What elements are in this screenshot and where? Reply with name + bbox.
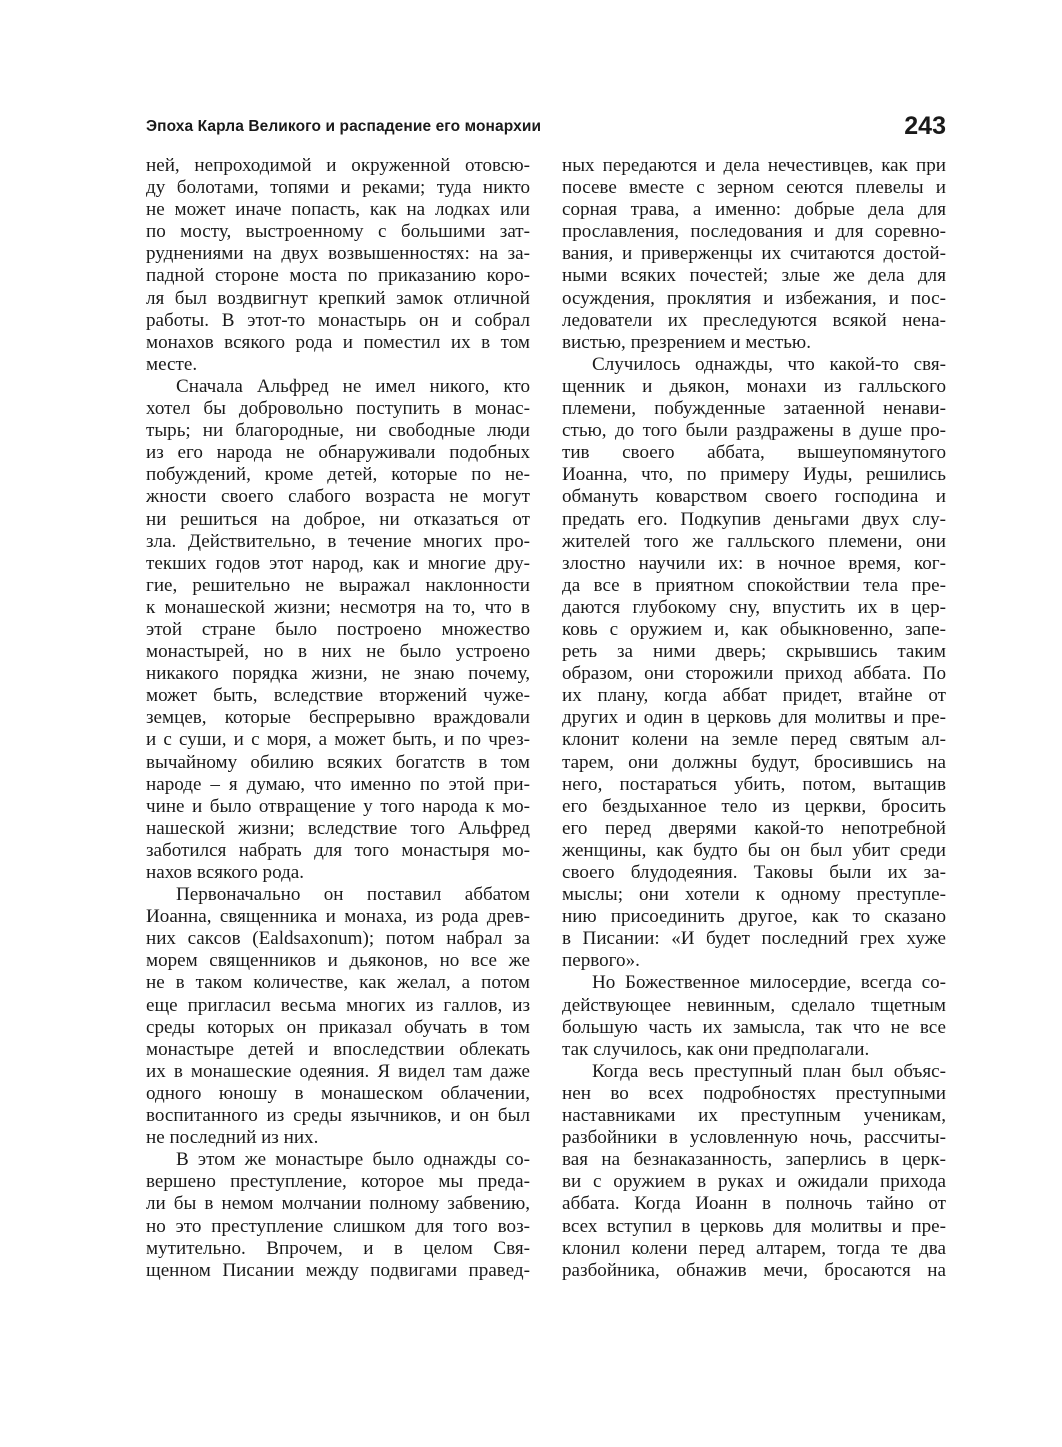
text-line: заботился набрать для того монастыря мо- <box>146 839 530 861</box>
text-line: нию присоединить другое, как то сказано <box>562 906 946 928</box>
text-line: прославления, последования и для соревно- <box>562 221 946 243</box>
text-line: но это преступление слишком для того воз- <box>146 1215 530 1237</box>
text-line: да все в приятном спокойствии тела пре- <box>562 574 946 596</box>
text-line: одного юношу в монашеском облачении, <box>146 1082 530 1104</box>
text-line: народе – я думаю, что именно по этой при- <box>146 773 530 795</box>
text-line: него, постараться убить, потом, вытащив <box>562 773 946 795</box>
text-line: ледователи их преследуются всякой нена- <box>562 309 946 331</box>
left-text-column <box>146 155 530 1282</box>
text-line: ля был воздвигнут крепкий замок отличной <box>146 287 530 309</box>
text-line: никакого порядка жизни, не знаю почему, <box>146 663 530 685</box>
text-line: так случилось, как они предполагали. <box>562 1038 870 1060</box>
text-line: Первоначально он поставил аббатом <box>176 884 530 906</box>
text-line: злостно научили их: в ночное время, ког- <box>562 552 946 574</box>
text-line: из его народа не обнаруживали подобных <box>146 442 530 464</box>
text-line: щенник и дьякон, монахи из галльского <box>562 375 946 397</box>
running-head <box>146 114 946 154</box>
text-line: вычайному обилию всяких богатств в том <box>146 751 530 773</box>
text-line: среды которых он приказал обучать в том <box>146 1016 530 1038</box>
text-line: нашеской жизни; вследствие того Альфред <box>146 817 530 839</box>
text-line: текших годов этот народ, как и многие дру- <box>146 552 530 574</box>
text-line: аббата. Когда Иоанн в полночь тайно от <box>562 1193 946 1215</box>
text-line: осуждения, проклятия и избежания, и пос- <box>562 287 946 309</box>
text-line: тырь; ни благородные, ни свободные люди <box>146 420 530 442</box>
text-line: Иоанна, что, по примеру Иуды, решились <box>562 464 946 486</box>
text-line: сорная трава, а именно: добрые дела для <box>562 199 946 221</box>
text-line: может быть, вследствие вторжений чуже- <box>146 685 530 707</box>
running-title: Эпоха Карла Великого и распадение его монархии <box>146 118 542 135</box>
text-line: морем священников и дьяконов, но все же <box>146 950 530 972</box>
text-line: гие, решительно не выражал наклонности <box>146 574 530 596</box>
text-line: и с суши, и с моря, а может быть, и по чрез- <box>146 729 530 751</box>
text-line: не в таком количестве, как желал, а потом <box>146 972 530 994</box>
text-line: нен во всех подробностях преступными <box>562 1082 946 1104</box>
text-line: жителей того же галльского племени, они <box>562 530 946 552</box>
text-line: ных передаются и дела нечестивцев, как при <box>562 155 946 176</box>
text-line: их в монашеские одеяния. Я видел там даже <box>146 1060 530 1082</box>
text-line: монахов всякого рода и поместил их в том <box>146 331 530 353</box>
text-line: побуждений, кроме детей, которые по не- <box>146 464 530 486</box>
page-number: 243 <box>904 112 946 140</box>
text-line: даются глубокому сну, впустить их в цер- <box>562 596 946 618</box>
text-line: ными всяких почестей; злые же дела для <box>562 265 946 287</box>
text-line: жности своего слабого возраста не могут <box>146 486 530 508</box>
text-line: монастыре детей и впоследствии облекать <box>146 1038 530 1060</box>
text-line: щенном Писании между подвигами правед- <box>146 1259 530 1281</box>
text-line: обмануть коварством своего господина и <box>562 486 946 508</box>
text-line: племени, побужденные затаенной ненави- <box>562 398 946 420</box>
text-line: ду болотами, топями и реками; туда никто <box>146 177 530 199</box>
text-line: руднениями на двух возвышенностях: на за- <box>146 243 530 265</box>
text-line: по мосту, выстроенному с большими зат- <box>146 221 530 243</box>
text-line: разбойники в условленную ночь, рассчиты- <box>562 1127 946 1149</box>
text-line: ней, непроходимой и окруженной отовсю- <box>146 155 530 176</box>
text-line: зла. Действительно, в течение многих про- <box>146 530 530 552</box>
text-line: в Писании: «И будет последний грех хуже <box>562 928 946 950</box>
text-line: месте. <box>146 353 198 375</box>
text-line: большую часть их замысла, так что не все <box>562 1016 946 1038</box>
text-line: Когда весь преступный план был объяс- <box>592 1060 946 1082</box>
text-line: Случилось однажды, что какой-то свя- <box>592 353 946 375</box>
text-line: женщины, как будто бы он был убит среди <box>562 839 946 861</box>
text-line: них саксов (Ealdsaxonum); потом набрал за <box>146 928 530 950</box>
text-line: тарем, они должны будут, бросившись на <box>562 751 946 773</box>
text-line: предать его. Подкупив деньгами двух слу- <box>562 508 946 530</box>
text-line: не может иначе попасть, как на лодках или <box>146 199 530 221</box>
text-line: хотел бы добровольно поступить в монас- <box>146 398 530 420</box>
text-line: клонит колени на земле перед святым ал- <box>562 729 946 751</box>
text-line: ли бы в немом молчании полному забвению, <box>146 1193 530 1215</box>
text-line: образом, они сторожили приход аббата. По <box>562 663 946 685</box>
text-line: падной стороне моста по приказанию коро- <box>146 265 530 287</box>
text-line: вания, и приверженцы их считаются достой- <box>562 243 946 265</box>
text-line: нахов всякого рода. <box>146 862 305 883</box>
text-line: тив своего аббата, вышеупомянутого <box>562 442 946 464</box>
text-line: Иоанна, священника и монаха, из рода древ- <box>146 906 530 928</box>
text-line: монастырей, но в них не было устроено <box>146 641 530 663</box>
text-line: не последний из них. <box>146 1127 319 1149</box>
text-line: В этом же монастыре было однажды со- <box>176 1149 530 1171</box>
right-text-column <box>562 155 946 1282</box>
text-line: вистью, презрением и местью. <box>562 331 811 353</box>
text-line: работы. В этот-то монастырь он и собрал <box>146 309 530 331</box>
text-line: своего блудодеяния. Таковы были их за- <box>562 862 946 883</box>
text-line: посеве вместе с зерном сеются плевелы и <box>562 177 946 199</box>
text-line: его перед дверями какой-то непотребной <box>562 817 946 839</box>
text-line: к монашеской жизни; несмотря на то, что в <box>146 596 530 618</box>
text-line: первого». <box>562 950 640 972</box>
text-line: ви с оружием в руках и ожидали прихода <box>562 1171 946 1193</box>
text-line: вая на безнаказанность, заперлись в церк- <box>562 1149 946 1171</box>
text-line: реть за ними дверь; скрывшись таким <box>562 641 946 663</box>
text-line: разбойника, обнажив мечи, бросаются на <box>562 1259 946 1281</box>
text-line: стью, до того были раздражены в душе про- <box>562 420 946 442</box>
text-line: его бездыханное тело из церкви, бросить <box>562 795 946 817</box>
text-line: ковь с оружием и, как обыкновенно, запе- <box>562 618 946 640</box>
text-line: клонил колени перед алтарем, тогда те два <box>562 1237 946 1259</box>
text-line: действующее невинным, сделало тщетным <box>562 994 946 1016</box>
text-line: наставниками их преступным ученикам, <box>562 1105 946 1127</box>
text-line: воспитанного из среды язычников, и он был <box>146 1105 530 1127</box>
text-line: Но Божественное милосердие, всегда со- <box>592 972 946 994</box>
text-line: мыслы; они хотели к одному преступле- <box>562 884 946 906</box>
text-line: всех вступил в церковь для молитвы и пре- <box>562 1215 946 1237</box>
text-line: этой стране было построено множество <box>146 618 530 640</box>
text-line: их плану, когда аббат придет, втайне от <box>562 685 946 707</box>
text-line: ни решиться на доброе, ни отказаться от <box>146 508 530 530</box>
text-line: Сначала Альфред не имел никого, кто <box>176 375 530 397</box>
text-line: чине и было отвращение у того народа к мо- <box>146 795 530 817</box>
text-line: мутительно. Впрочем, и в целом Свя- <box>146 1237 530 1259</box>
text-line: еще пригласил весьма многих из галлов, из <box>146 994 530 1016</box>
text-line: других и один в церковь для молитвы и пре- <box>562 707 946 729</box>
text-line: вершено преступление, которое мы преда- <box>146 1171 530 1193</box>
text-line: земцев, которые беспрерывно враждовали <box>146 707 530 729</box>
